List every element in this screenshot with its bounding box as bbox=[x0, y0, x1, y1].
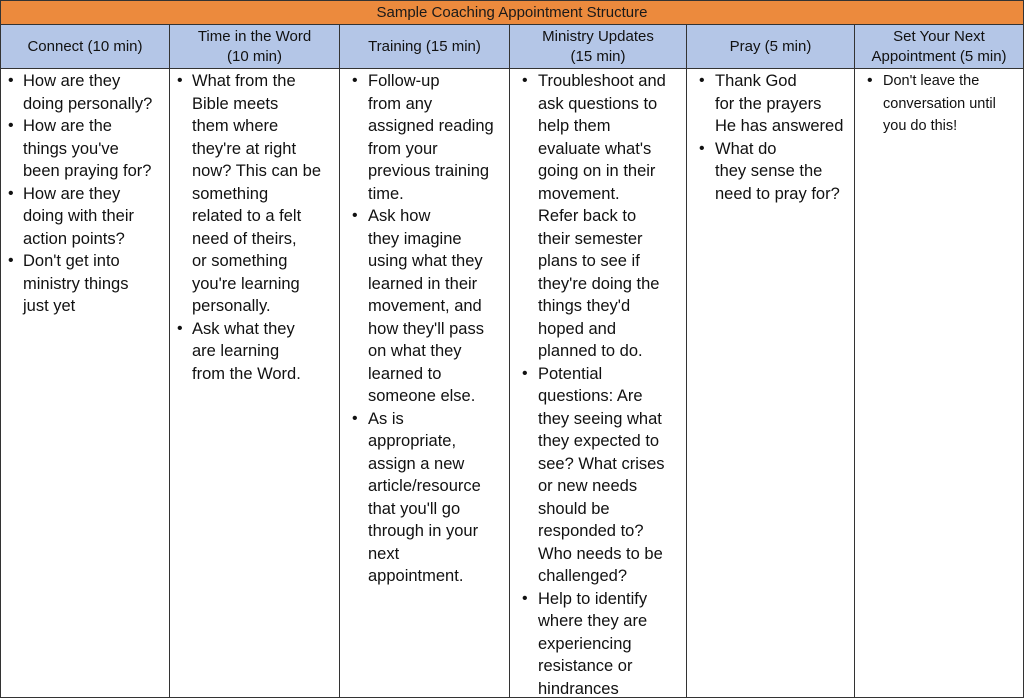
column-body-ministry-updates bbox=[510, 69, 687, 697]
column-header-training: Training (15 min) bbox=[340, 25, 510, 68]
column-header-connect: Connect (10 min) bbox=[1, 25, 170, 68]
body-row bbox=[1, 69, 1023, 697]
column-body-training bbox=[340, 69, 510, 697]
column-header-next-appointment: Set Your Next Appointment (5 min) bbox=[871, 27, 1007, 65]
column-body-connect bbox=[1, 69, 170, 697]
column-body-next-appointment bbox=[855, 69, 1023, 697]
list-item: • Potential questions: Are they seeing what they expected to see? What crises or new needs should be responded to? Who needs to be challenged? bbox=[516, 363, 682, 588]
list-item: • Troubleshoot and ask questions to help them evaluate what's going on in their movement. Refer back to their semester plans to see if they're doing the things they'd hoped and planned to do. bbox=[516, 70, 682, 363]
list-item: • Ask how they imagine using what they learned in their movement, and how they'll pass on what they learned to someone else. bbox=[346, 205, 505, 408]
list-item: • How are they doing with their action points? bbox=[7, 183, 165, 251]
list-item: • Follow-up from any assigned reading from your previous training time. bbox=[346, 70, 505, 205]
list-item: • How are they doing personally? bbox=[7, 70, 165, 115]
table-title: Sample Coaching Appointment Structure bbox=[1, 1, 1023, 25]
list-item: • Help to identify where they are experiencing resistance or hindrances bbox=[516, 588, 682, 698]
list-item: • Ask what they are learning from the Word. bbox=[176, 318, 335, 386]
list-item: • Thank God for the prayers He has answered bbox=[693, 70, 850, 138]
column-header-ministry-updates: Ministry Updates (15 min) bbox=[510, 25, 687, 68]
list-item: • How are the things you've been praying for? bbox=[7, 115, 165, 183]
list-item: • As is appropriate, assign a new article/resource that you'll go through in your next appointment. bbox=[346, 408, 505, 588]
list-item: • What do they sense the need to pray for? bbox=[693, 138, 850, 206]
column-body-pray bbox=[687, 69, 855, 697]
list-item: • Don't leave the conversation until you do this! bbox=[861, 70, 1019, 138]
column-header-time-in-word: Time in the Word (10 min) bbox=[170, 25, 340, 68]
column-header-pray: Pray (5 min) bbox=[687, 25, 855, 68]
list-item: • Don't get into ministry things just yet bbox=[7, 250, 165, 318]
header-row bbox=[1, 25, 1023, 69]
list-item: • What from the Bible meets them where they're at right now? This can be something related to a felt need of theirs, or something you're learning personally. bbox=[176, 70, 335, 318]
column-body-time-in-word bbox=[170, 69, 340, 697]
